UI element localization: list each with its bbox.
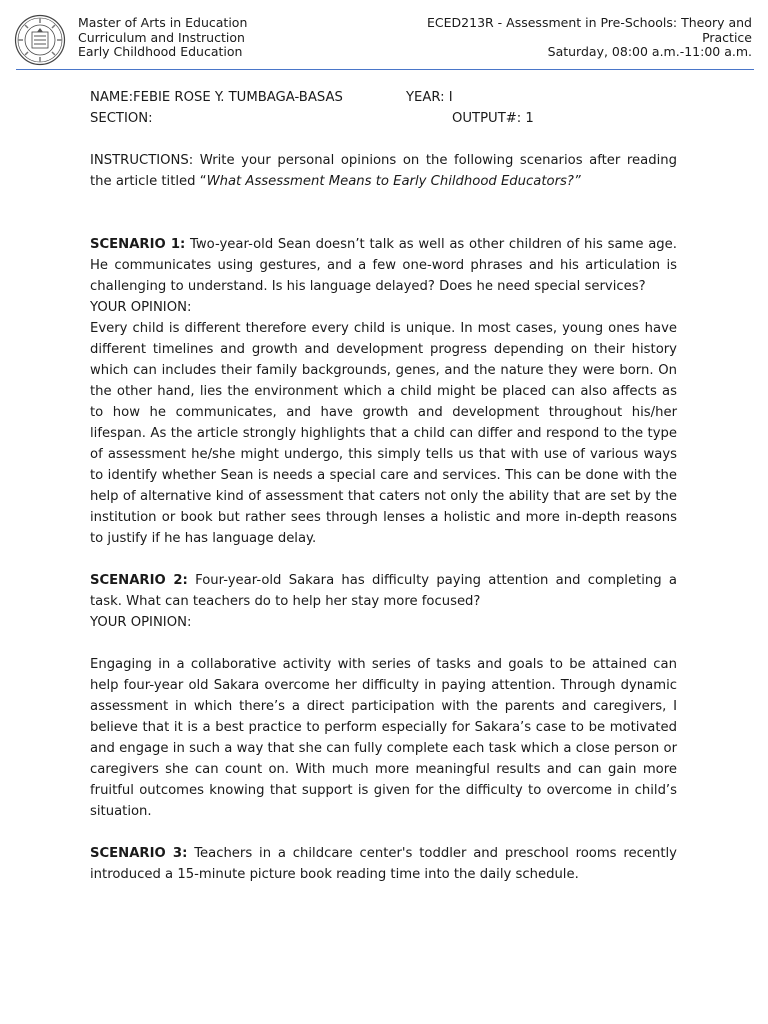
scenario-1	[90, 234, 677, 297]
opinion-label: YOUR OPINION:	[90, 615, 192, 630]
course-title: ECED213R - Assessment in Pre-Schools: Theory and	[427, 15, 752, 30]
header-divider	[16, 69, 754, 70]
student-year: YEAR: I	[406, 90, 453, 105]
student-info-row	[90, 87, 677, 108]
opinion-text: Engaging in a collaborative activity with series of tasks and goals to be attained can help four-year old Sakara overcome her difficulty in paying attention. Through dynamic assessment in which there’s a direct participation with the parents and caregivers, I believe that it is a best practice to perform especially for Sakara’s case to be motivated and engage in such a way that she can fully complete each task which a close person or caregivers she can count on. With much more meaningful results and can gain more fruitful outcomes knowing that support is given for the difficulty to overcome in child’s situation.	[90, 657, 677, 819]
program-line: Master of Arts in Education	[78, 15, 248, 30]
scenario-2	[90, 570, 677, 612]
output-number: OUTPUT#: 1	[452, 111, 534, 126]
instructions	[90, 150, 677, 192]
instructions-text: INSTRUCTIONS: Write your personal opinions on the following scenarios after reading the article titled “	[90, 153, 677, 189]
opinion-label: YOUR OPINION:	[90, 300, 192, 315]
scenario-label: SCENARIO 1:	[90, 237, 186, 252]
scenario-label: SCENARIO 2:	[90, 573, 188, 588]
article-title: What Assessment Means to Early Childhood Educators?”	[206, 174, 581, 189]
program-info	[78, 16, 247, 60]
university-seal-icon	[14, 14, 66, 66]
document-body	[90, 87, 677, 885]
opinion-text: Every child is different therefore every child is unique. In most cases, young ones have different timelines and growth and development progress depending on their history which can includes their family backgrounds, genes, and the nature they were born. On the other hand, lies the environment which a child might be placed can also affects as to how he communicates, and have growth and development throughout his/her lifespan. As the article strongly highlights that a child can differ and respond to the type of assessment he/she might undergo, this simply tells us that with use of various ways to identify whether Sean is needs a special care and services. This can be done with the help of alternative kind of assessment that caters not only the ability that are set by the institution or book but rather sees through lenses a holistic and more in-depth reasons to justify if he has language delay.	[90, 321, 677, 546]
section-output-row	[90, 108, 677, 129]
program-line: Early Childhood Education	[78, 44, 243, 59]
scenario-text: Two-year-old Sean doesn’t talk as well as other children of his same age. He communicates using gestures, and a few one-word phrases and his articulation is challenging to understand. Is his language delayed? Does he need special services?	[90, 237, 677, 294]
scenario-text: Four-year-old Sakara has difficulty paying attention and completing a task. What can teachers do to help her stay more focused?	[90, 573, 677, 609]
course-title-cont: Practice	[702, 29, 752, 45]
program-line: Curriculum and Instruction	[78, 29, 245, 45]
document-header	[0, 0, 768, 72]
scenario-label: SCENARIO 3:	[90, 846, 188, 861]
scenario-3	[90, 843, 677, 885]
course-info	[392, 16, 752, 60]
scenario-text: Teachers in a childcare center's toddler and preschool rooms recently introduced a 15-minute picture book reading time into the daily schedule.	[90, 846, 677, 882]
student-name: NAME:FEBIE ROSE Y. TUMBAGA-BASAS	[90, 90, 343, 105]
class-schedule: Saturday, 08:00 a.m.-11:00 a.m.	[547, 44, 752, 59]
student-section: SECTION:	[90, 111, 153, 126]
